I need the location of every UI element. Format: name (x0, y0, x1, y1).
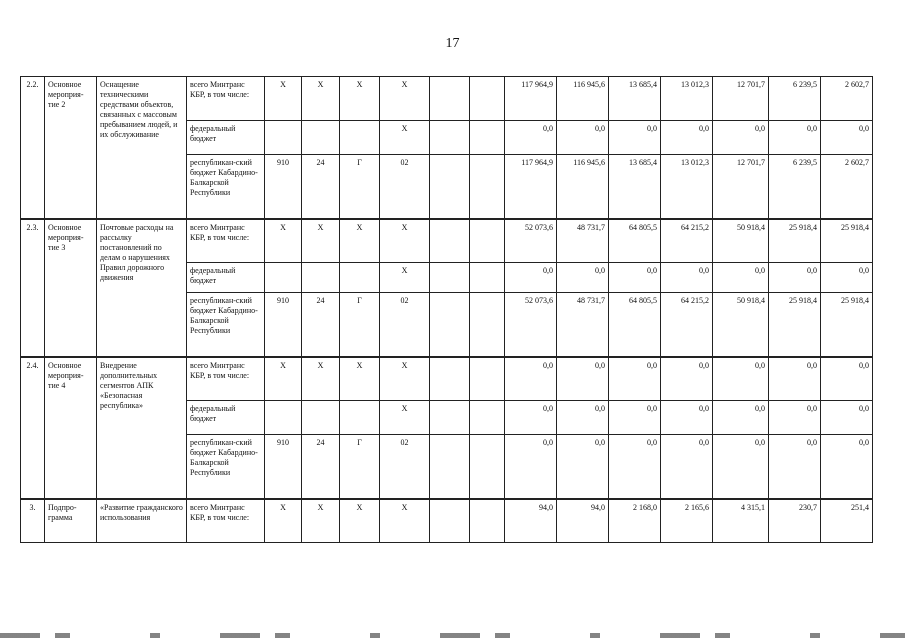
budget-code-cell (430, 219, 470, 263)
budget-code-cell: Х (380, 219, 430, 263)
amount-cell: 64 215,2 (661, 293, 713, 357)
budget-code-cell: 24 (302, 293, 340, 357)
amount-cell: 64 215,2 (661, 219, 713, 263)
amount-cell: 0,0 (505, 435, 557, 499)
budget-code-cell: Х (340, 77, 380, 121)
funding-source-cell: федеральный бюджет (187, 263, 265, 293)
item-name-cell: Почтовые расходы на рассылку постановлений по делам о нарушениях Правил дорожного движения (97, 219, 187, 357)
amount-cell: 0,0 (609, 401, 661, 435)
amount-cell: 0,0 (557, 435, 609, 499)
budget-code-cell: Х (302, 77, 340, 121)
amount-cell: 116 945,6 (557, 77, 609, 121)
amount-cell: 52 073,6 (505, 219, 557, 263)
budget-code-cell: 02 (380, 155, 430, 219)
item-number-cell: 2.3. (21, 219, 45, 357)
amount-cell: 0,0 (769, 357, 821, 401)
amount-cell: 0,0 (821, 401, 873, 435)
budget-code-cell: Х (380, 357, 430, 401)
amount-cell: 25 918,4 (821, 293, 873, 357)
budget-code-cell: 910 (265, 155, 302, 219)
item-name-cell: Внедрение дополнительных сегментов АПК «Безопасная республика» (97, 357, 187, 499)
table-row (21, 77, 873, 121)
amount-cell: 13 012,3 (661, 77, 713, 121)
amount-cell: 0,0 (609, 435, 661, 499)
budget-code-cell (470, 77, 505, 121)
amount-cell: 0,0 (557, 263, 609, 293)
amount-cell: 0,0 (769, 263, 821, 293)
funding-source-cell: всего Минтранс КБР, в том числе: (187, 357, 265, 401)
budget-code-cell: Х (302, 357, 340, 401)
budget-code-cell (430, 155, 470, 219)
budget-code-cell: Х (265, 357, 302, 401)
amount-cell: 0,0 (713, 435, 769, 499)
amount-cell: 2 168,0 (609, 499, 661, 543)
amount-cell: 0,0 (505, 121, 557, 155)
budget-code-cell (430, 293, 470, 357)
amount-cell: 0,0 (505, 263, 557, 293)
item-type-cell: Основное мероприя-тие 4 (45, 357, 97, 499)
budget-code-cell (470, 219, 505, 263)
budget-code-cell (470, 357, 505, 401)
budget-code-cell (302, 121, 340, 155)
amount-cell: 6 239,5 (769, 155, 821, 219)
budget-code-cell: 910 (265, 293, 302, 357)
budget-code-cell: Х (340, 499, 380, 543)
amount-cell: 0,0 (713, 263, 769, 293)
amount-cell: 0,0 (609, 121, 661, 155)
funding-source-cell: всего Минтранс КБР, в том числе: (187, 499, 265, 543)
amount-cell: 6 239,5 (769, 77, 821, 121)
amount-cell: 0,0 (557, 401, 609, 435)
budget-code-cell (265, 121, 302, 155)
item-name-cell: Оснащение техническими средствами объектов, связанных с массовым пребыванием людей, и их обслуживание (97, 77, 187, 219)
funding-source-cell: федеральный бюджет (187, 401, 265, 435)
budget-code-cell (430, 435, 470, 499)
amount-cell: 2 602,7 (821, 77, 873, 121)
budget-code-cell (340, 121, 380, 155)
amount-cell: 0,0 (713, 401, 769, 435)
amount-cell: 94,0 (505, 499, 557, 543)
budget-code-cell (470, 121, 505, 155)
budget-code-cell: Х (265, 77, 302, 121)
table-body (21, 77, 873, 543)
amount-cell: 117 964,9 (505, 77, 557, 121)
amount-cell: 48 731,7 (557, 219, 609, 263)
amount-cell: 0,0 (505, 357, 557, 401)
table-row (21, 357, 873, 401)
amount-cell: 25 918,4 (769, 219, 821, 263)
scan-edge-artifact (0, 633, 905, 638)
amount-cell: 0,0 (661, 401, 713, 435)
table-row (21, 499, 873, 543)
budget-code-cell: Х (380, 77, 430, 121)
budget-code-cell: 02 (380, 435, 430, 499)
budget-code-cell: 910 (265, 435, 302, 499)
item-number-cell: 3. (21, 499, 45, 543)
amount-cell: 0,0 (821, 121, 873, 155)
amount-cell: 13 685,4 (609, 155, 661, 219)
budget-code-cell (302, 263, 340, 293)
budget-code-cell: Х (340, 357, 380, 401)
budget-code-cell (430, 357, 470, 401)
amount-cell: 0,0 (609, 263, 661, 293)
page-number: 17 (445, 36, 460, 51)
amount-cell: 52 073,6 (505, 293, 557, 357)
budget-code-cell (430, 401, 470, 435)
budget-code-cell: 24 (302, 435, 340, 499)
item-number-cell: 2.2. (21, 77, 45, 219)
amount-cell: 0,0 (557, 121, 609, 155)
amount-cell: 2 602,7 (821, 155, 873, 219)
budget-code-cell (302, 401, 340, 435)
budget-code-cell: Х (265, 499, 302, 543)
amount-cell: 251,4 (821, 499, 873, 543)
amount-cell: 230,7 (769, 499, 821, 543)
funding-source-cell: республикан-ский бюджет Кабардино-Балкарской Республики (187, 435, 265, 499)
amount-cell: 116 945,6 (557, 155, 609, 219)
item-type-cell: Основное мероприя-тие 2 (45, 77, 97, 219)
funding-source-cell: республикан-ский бюджет Кабардино-Балкарской Республики (187, 155, 265, 219)
amount-cell: 0,0 (505, 401, 557, 435)
amount-cell: 0,0 (821, 263, 873, 293)
budget-code-cell: Х (302, 219, 340, 263)
funding-source-cell: федеральный бюджет (187, 121, 265, 155)
amount-cell: 50 918,4 (713, 219, 769, 263)
amount-cell: 25 918,4 (769, 293, 821, 357)
budget-code-cell (430, 77, 470, 121)
funding-source-cell: всего Минтранс КБР, в том числе: (187, 219, 265, 263)
budget-code-cell (430, 121, 470, 155)
item-type-cell: Подпро-грамма (45, 499, 97, 543)
item-name-cell: «Развитие гражданского использования (97, 499, 187, 543)
budget-code-cell (470, 263, 505, 293)
budget-code-cell (430, 499, 470, 543)
budget-code-cell: Х (302, 499, 340, 543)
budget-code-cell (470, 499, 505, 543)
budget-code-cell (470, 293, 505, 357)
amount-cell: 2 165,6 (661, 499, 713, 543)
funding-source-cell: всего Минтранс КБР, в том числе: (187, 77, 265, 121)
budget-code-cell (265, 263, 302, 293)
table-row (21, 219, 873, 263)
amount-cell: 94,0 (557, 499, 609, 543)
amount-cell: 0,0 (661, 263, 713, 293)
budget-code-cell: 24 (302, 155, 340, 219)
budget-code-cell (470, 435, 505, 499)
amount-cell: 0,0 (713, 121, 769, 155)
amount-cell: 0,0 (821, 357, 873, 401)
amount-cell: 0,0 (769, 401, 821, 435)
funding-source-cell: республикан-ский бюджет Кабардино-Балкарской Республики (187, 293, 265, 357)
item-number-cell: 2.4. (21, 357, 45, 499)
amount-cell: 50 918,4 (713, 293, 769, 357)
budget-code-cell: Х (380, 401, 430, 435)
budget-code-cell: Х (380, 499, 430, 543)
amount-cell: 12 701,7 (713, 77, 769, 121)
amount-cell: 48 731,7 (557, 293, 609, 357)
budget-code-cell: Х (380, 121, 430, 155)
item-type-cell: Основное мероприя-тие 3 (45, 219, 97, 357)
amount-cell: 13 685,4 (609, 77, 661, 121)
budget-code-cell (470, 155, 505, 219)
amount-cell: 25 918,4 (821, 219, 873, 263)
budget-code-cell: Г (340, 435, 380, 499)
budget-code-cell (470, 401, 505, 435)
amount-cell: 64 805,5 (609, 293, 661, 357)
amount-cell: 64 805,5 (609, 219, 661, 263)
amount-cell: 13 012,3 (661, 155, 713, 219)
budget-code-cell (265, 401, 302, 435)
budget-code-cell: 02 (380, 293, 430, 357)
budget-code-cell: Г (340, 155, 380, 219)
budget-code-cell: Г (340, 293, 380, 357)
budget-code-cell: Х (265, 219, 302, 263)
amount-cell: 0,0 (769, 121, 821, 155)
budget-code-cell (340, 401, 380, 435)
amount-cell: 0,0 (821, 435, 873, 499)
budget-code-cell: Х (340, 219, 380, 263)
amount-cell: 12 701,7 (713, 155, 769, 219)
amount-cell: 0,0 (661, 435, 713, 499)
amount-cell: 0,0 (609, 357, 661, 401)
amount-cell: 117 964,9 (505, 155, 557, 219)
budget-code-cell (430, 263, 470, 293)
amount-cell: 0,0 (661, 357, 713, 401)
amount-cell: 0,0 (661, 121, 713, 155)
budget-code-cell: Х (380, 263, 430, 293)
budget-table (20, 76, 873, 543)
amount-cell: 4 315,1 (713, 499, 769, 543)
budget-code-cell (340, 263, 380, 293)
amount-cell: 0,0 (557, 357, 609, 401)
amount-cell: 0,0 (713, 357, 769, 401)
amount-cell: 0,0 (769, 435, 821, 499)
